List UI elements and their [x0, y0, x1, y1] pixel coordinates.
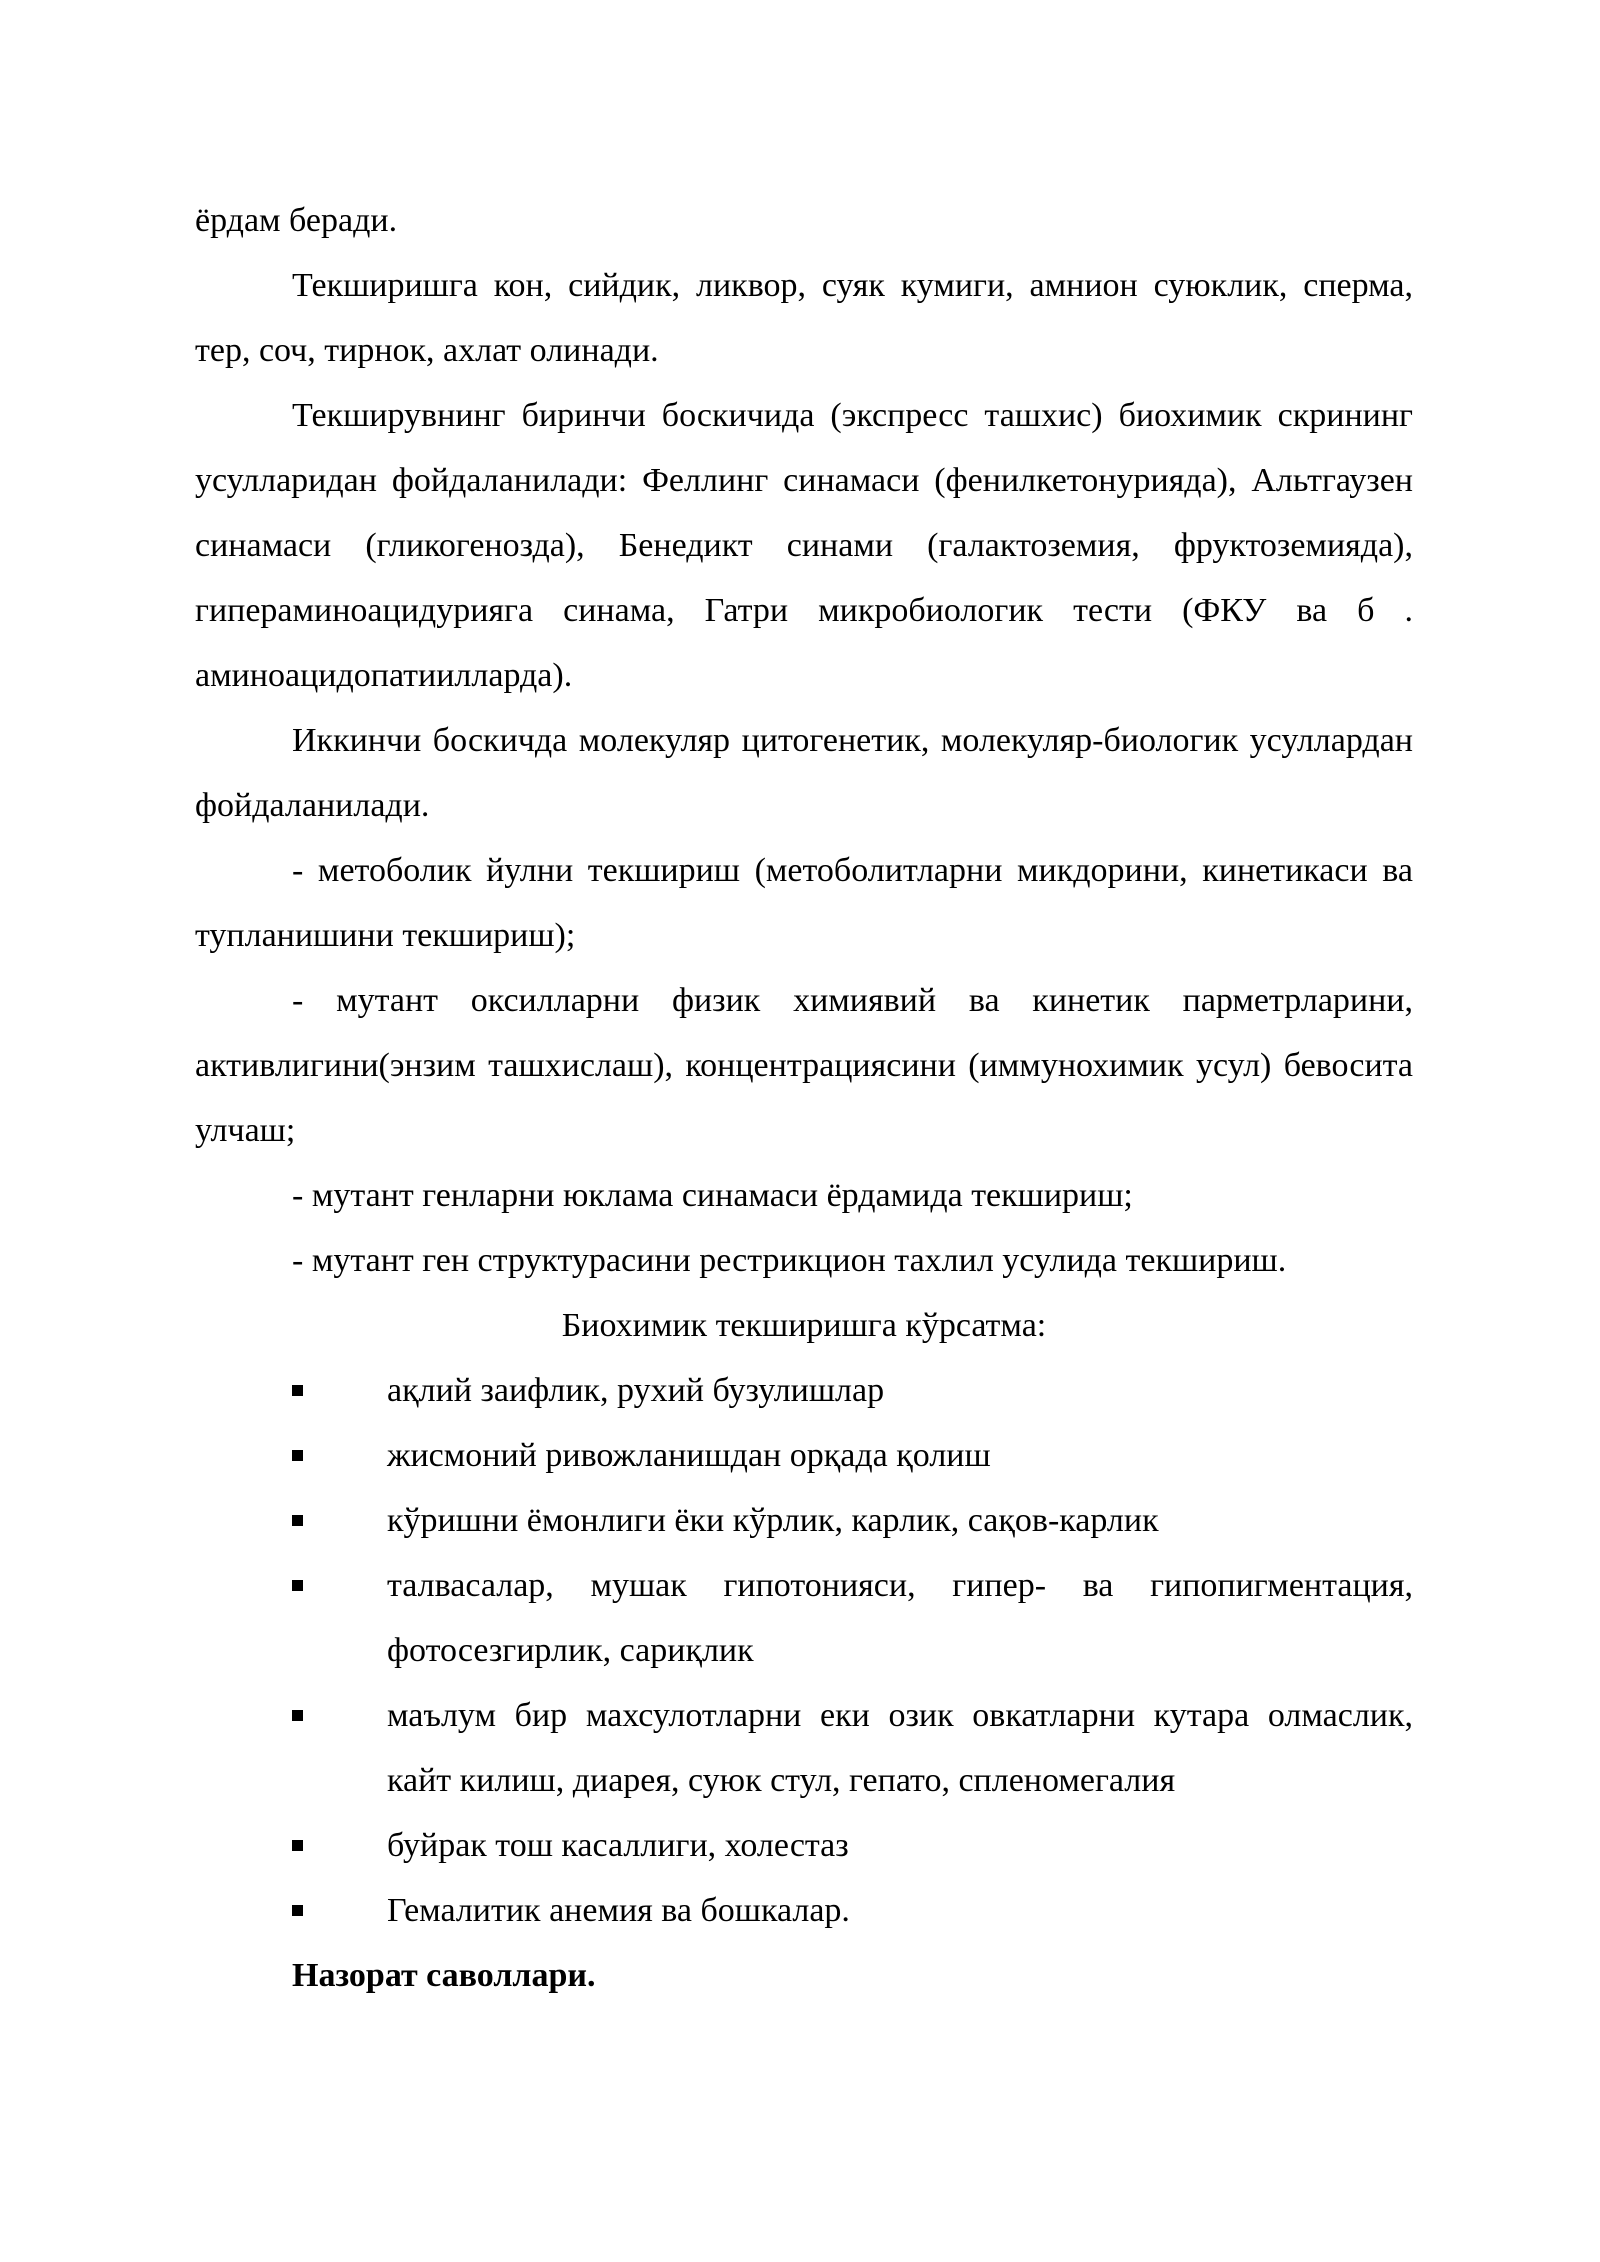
paragraph-continuation: ёрдам беради.	[195, 202, 398, 239]
square-bullet-icon	[292, 1840, 303, 1851]
square-bullet-icon	[292, 1905, 303, 1916]
document-page	[195, 188, 1413, 2008]
list-item-text: ақлий заифлик, рухий бузулишлар	[387, 1372, 885, 1409]
list-item	[195, 1423, 1413, 1488]
paragraph-second-stage: Иккинчи боскичда молекуляр цитогенетик, молекуляр-биологик усуллардан фойдаланилади.	[195, 722, 1413, 824]
list-item	[195, 1553, 1413, 1683]
paragraph-first-stage: Текширувнинг биринчи боскичида (экспресс ташхис) биохимик скрининг усулларидан фойдаланилади: Феллинг синамаси (фенилкетонурияда), Альтгаузен синамаси (гликогенозда), Бенедикт синами (галактоземия, фруктоземияда), гипераминоацидурияга синама, Гатри микробиологик тести (ФКУ ва б . аминоацидопатиилларда).	[195, 397, 1413, 694]
list-title: Биохимик текширишга кўрсатма:	[561, 1307, 1047, 1344]
square-bullet-icon	[292, 1515, 303, 1526]
list-item	[195, 1488, 1413, 1553]
list-item-text: жисмоний ривожланишдан орқада қолиш	[387, 1437, 991, 1474]
paragraph-dash-restriction: - мутант ген структурасини рестрикцион тахлил усулида текшириш.	[292, 1242, 1287, 1279]
list-item-text: кўришни ёмонлиги ёки кўрлик, карлик, сақов-карлик	[387, 1502, 1159, 1539]
list-item	[195, 1683, 1413, 1813]
square-bullet-icon	[292, 1710, 303, 1721]
square-bullet-icon	[292, 1580, 303, 1591]
list-item	[195, 1358, 1413, 1423]
list-item-text: Гемалитик анемия ва бошкалар.	[387, 1892, 850, 1929]
square-bullet-icon	[292, 1450, 303, 1461]
section-heading: Назорат саволлари.	[292, 1957, 596, 1994]
list-item-text: талвасалар, мушак гипотонияси, гипер- ва гипопигментация, фотосезгирлик, сариқлик	[387, 1567, 1413, 1669]
paragraph-dash-metabolic: - метоболик йулни текшириш (метоболитларни микдорини, кинетикаси ва тупланишини текшириш);	[195, 852, 1413, 954]
list-item-text: буйрак тош касаллиги, холестаз	[387, 1827, 849, 1864]
list-item	[195, 1813, 1413, 1878]
list-item-text: маълум бир махсулотларни еки озик овкатларни кутара олмаслик, кайт килиш, диарея, суюк стул, гепато, спленомегалия	[387, 1697, 1413, 1799]
paragraph-dash-load-test: - мутант генларни юклама синамаси ёрдамида текшириш;	[292, 1177, 1133, 1214]
indications-list	[195, 1358, 1413, 1943]
list-item	[195, 1878, 1413, 1943]
square-bullet-icon	[292, 1385, 303, 1396]
paragraph-samples: Текширишга кон, сийдик, ликвор, суяк кумиги, амнион суюклик, сперма, тер, соч, тирнок, ахлат олинади.	[195, 267, 1413, 369]
paragraph-dash-proteins: - мутант оксилларни физик химиявий ва кинетик парметрларини, активлигини(энзим ташхислаш), концентрациясини (иммунохимик усул) бевосита улчаш;	[195, 982, 1413, 1149]
